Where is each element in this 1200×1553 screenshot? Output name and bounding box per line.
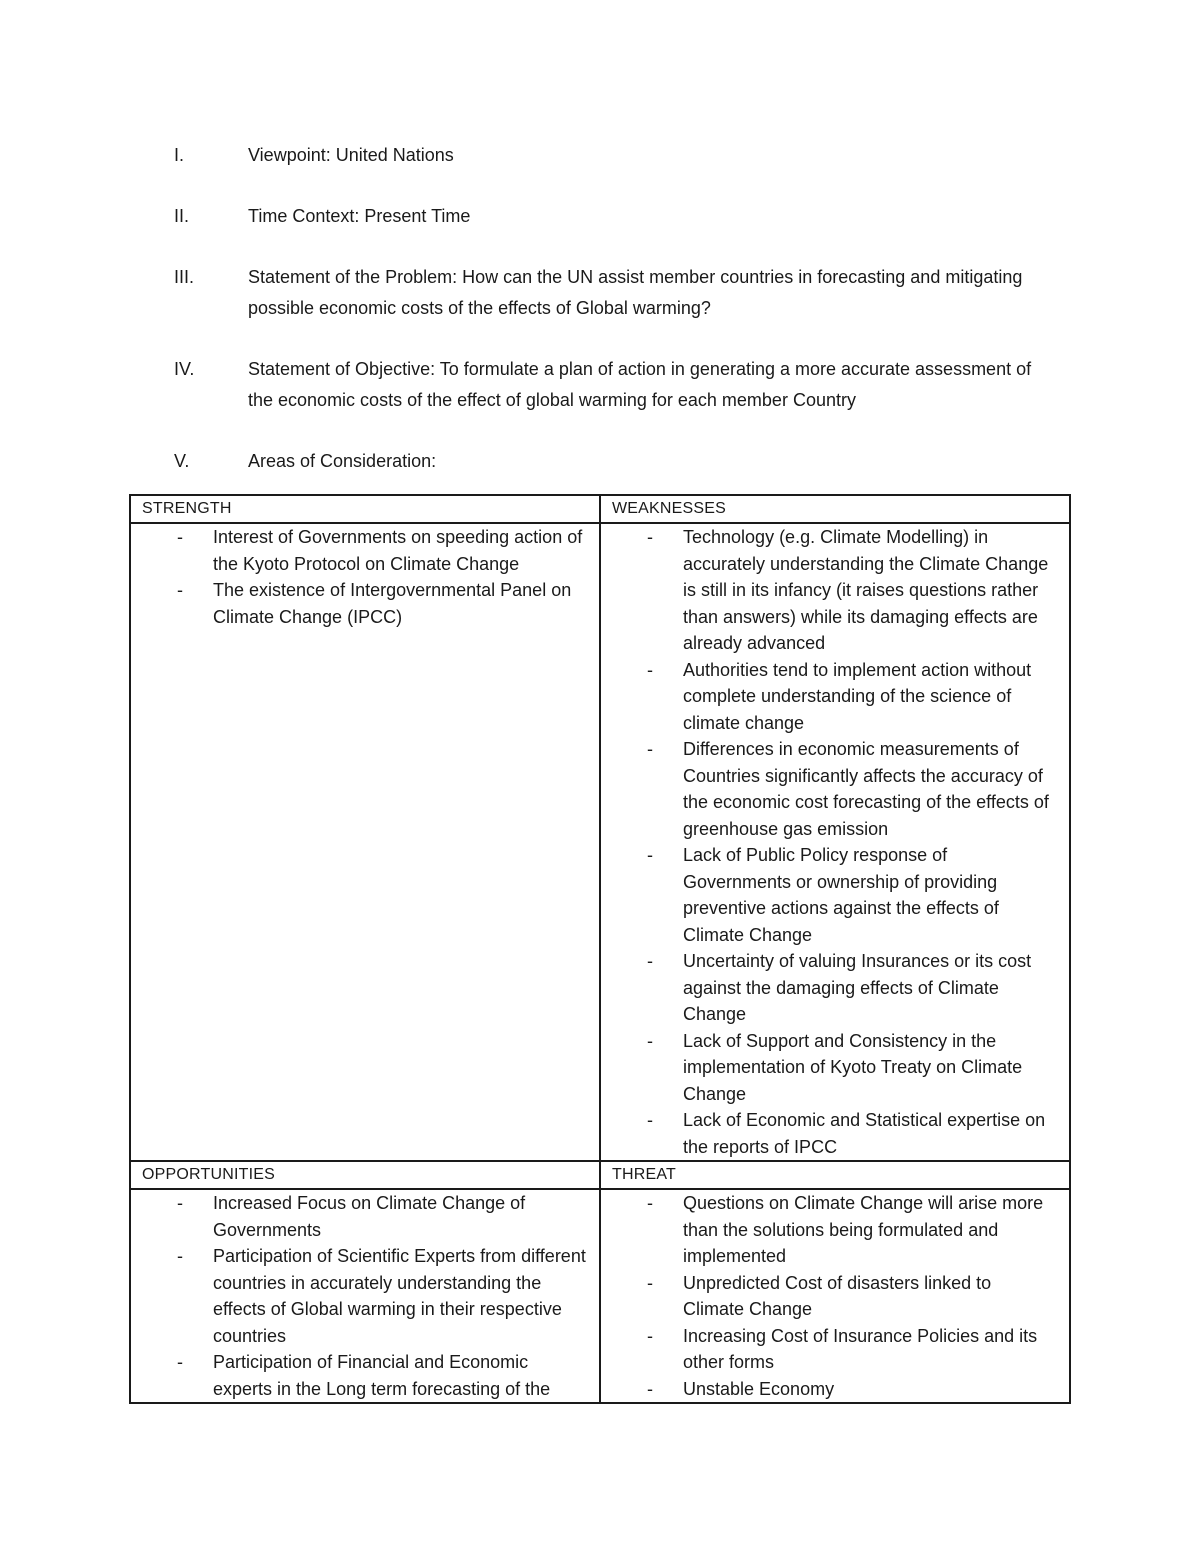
outline-item-time-context <box>174 201 1074 232</box>
list-item-text: Lack of Support and Consistency in the implementation of Kyoto Treaty on Climate Change <box>683 1030 1023 1104</box>
list-item-text: Authorities tend to implement action without complete understanding of the science of climate change <box>683 659 1032 733</box>
threat-list <box>601 1190 1069 1402</box>
list-item-text: Increasing Cost of Insurance Policies and its other forms <box>683 1325 1038 1372</box>
list-item-text: Lack of Public Policy response of Governments or ownership of providing preventive actions against the effects of Climate Change <box>683 845 999 945</box>
dash-bullet: - <box>647 1030 653 1051</box>
dash-bullet: - <box>647 845 653 865</box>
outline-item-objective <box>174 354 1074 416</box>
threat-heading: THREAT <box>600 1161 1070 1189</box>
dash-bullet: - <box>177 527 183 547</box>
list-item <box>601 1107 1069 1160</box>
outline-number: V. <box>174 451 190 471</box>
dash-bullet: - <box>647 1378 653 1399</box>
dash-bullet: - <box>647 1325 653 1346</box>
dash-bullet: - <box>647 1193 653 1213</box>
outline-text: Viewpoint: United Nations <box>248 145 454 165</box>
dash-bullet: - <box>647 739 653 759</box>
list-item <box>601 1028 1069 1108</box>
list-item <box>601 1270 1069 1323</box>
dash-bullet: - <box>647 527 653 547</box>
list-item-text: Unpredicted Cost of disasters linked to Climate Change <box>683 1272 992 1319</box>
list-item-text: Uncertainty of valuing Insurances or its cost against the damaging effects of Climate Change <box>683 951 1032 1024</box>
list-item <box>601 1376 1069 1403</box>
strength-list <box>131 524 599 630</box>
strength-cell <box>130 523 600 1161</box>
list-item <box>601 736 1069 842</box>
swot-body-row-2 <box>130 1189 1070 1403</box>
strength-heading: STRENGTH <box>130 495 600 523</box>
outline-text: Statement of Objective: To formulate a plan of action in generating a more accurate assessment of the economic costs of the effect of global warming for each member Country <box>248 359 1032 410</box>
outline-item-areas <box>174 446 1074 477</box>
swot-table <box>129 494 1071 1404</box>
dash-bullet: - <box>647 951 653 971</box>
outline-number: III. <box>174 267 195 287</box>
outline-text: Areas of Consideration: <box>248 451 437 471</box>
outline-number: IV. <box>174 359 195 379</box>
outline-item-viewpoint <box>174 140 1074 171</box>
outline-text: Statement of the Problem: How can the UN assist member countries in forecasting and mitigating possible economic costs of the effects of Global warming? <box>248 267 1023 318</box>
outline-text: Time Context: Present Time <box>248 206 471 226</box>
opportunities-heading: OPPORTUNITIES <box>130 1161 600 1189</box>
outline-item-problem <box>174 262 1074 324</box>
opportunities-cell <box>130 1189 600 1403</box>
dash-bullet: - <box>647 659 653 680</box>
list-item <box>131 1349 599 1402</box>
list-item-text: Technology (e.g. Climate Modelling) in accurately understanding the Climate Change is still in its infancy (it raises questions rather than answers) while its damaging effects are already advanced <box>683 527 1049 653</box>
swot-header-row-2 <box>130 1161 1070 1189</box>
list-item <box>601 948 1069 1028</box>
list-item-text: Unstable Economy <box>683 1378 835 1399</box>
outline-number: I. <box>174 145 185 165</box>
list-item-text: Participation of Scientific Experts from different countries in accurately understanding the effects of Global warming in their respective countries <box>213 1246 586 1346</box>
swot-header-row <box>130 495 1070 523</box>
list-item-text: Increased Focus on Climate Change of Governments <box>213 1193 526 1240</box>
dash-bullet: - <box>177 1193 183 1213</box>
list-item <box>131 1243 599 1349</box>
list-item-text: Questions on Climate Change will arise more than the solutions being formulated and implemented <box>683 1193 1044 1266</box>
list-item <box>131 1190 599 1243</box>
dash-bullet: - <box>177 1246 183 1266</box>
list-item-text: Interest of Governments on speeding action of the Kyoto Protocol on Climate Change <box>213 527 583 574</box>
list-item <box>601 1323 1069 1376</box>
list-item-text: Differences in economic measurements of Countries significantly affects the accuracy of the economic cost forecasting of the effects of greenhouse gas emission <box>683 739 1049 839</box>
list-item-text: Lack of Economic and Statistical expertise on the reports of IPCC <box>683 1110 1046 1157</box>
list-item <box>601 1190 1069 1270</box>
outline-number: II. <box>174 206 190 226</box>
swot-body-row <box>130 523 1070 1161</box>
dash-bullet: - <box>647 1110 653 1130</box>
list-item <box>601 657 1069 737</box>
list-item <box>601 524 1069 657</box>
weaknesses-heading: WEAKNESSES <box>600 495 1070 523</box>
list-item <box>131 524 599 577</box>
dash-bullet: - <box>177 580 183 600</box>
list-item-text: The existence of Intergovernmental Panel on Climate Change (IPCC) <box>213 580 572 627</box>
weaknesses-list <box>601 524 1069 1160</box>
opportunities-list <box>131 1190 599 1402</box>
dash-bullet: - <box>177 1352 183 1372</box>
outline-list <box>174 140 1074 477</box>
dash-bullet: - <box>647 1272 653 1293</box>
weaknesses-cell <box>600 523 1070 1161</box>
list-item-text: Participation of Financial and Economic experts in the Long term forecasting of the <box>213 1352 551 1399</box>
list-item <box>131 577 599 630</box>
list-item <box>601 842 1069 948</box>
threat-cell <box>600 1189 1070 1403</box>
